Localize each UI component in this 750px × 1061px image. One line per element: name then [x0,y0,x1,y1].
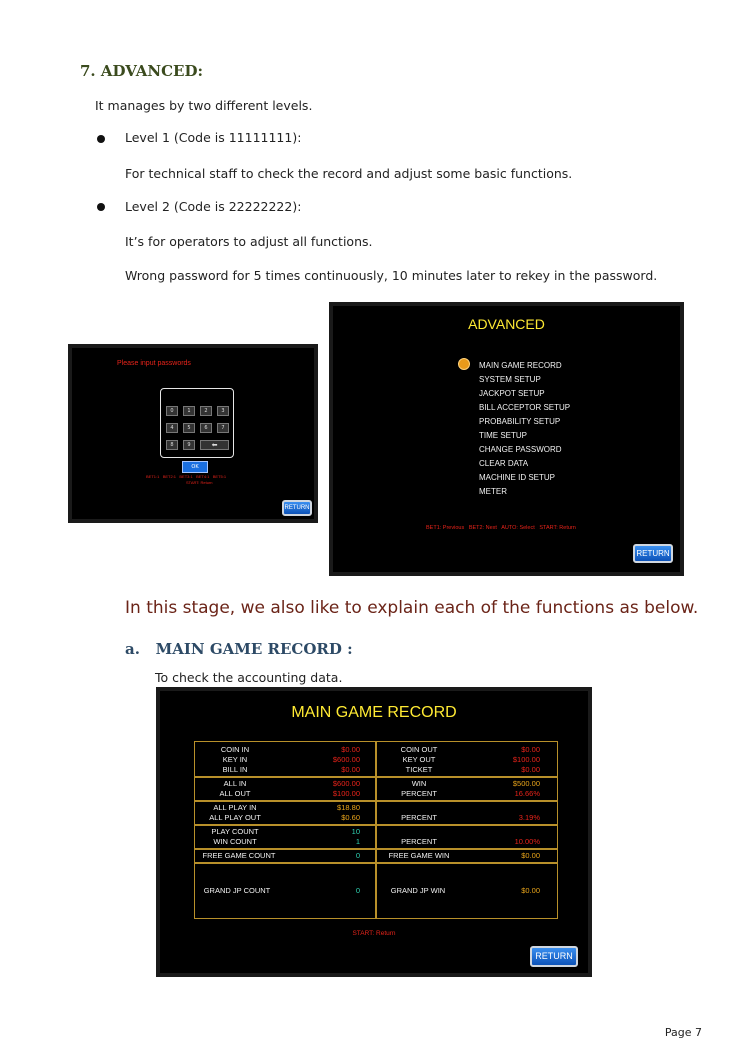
key-6[interactable]: 6 [200,423,212,433]
key-0[interactable]: 0 [166,406,178,416]
label-free-game-count: FREE GAME COUNT [202,851,276,860]
label-grand-jp-count: GRAND JP COUNT [203,886,271,895]
key-2[interactable]: 2 [200,406,212,416]
value-win: $500.00 [512,779,540,788]
hint: BET4:1 [196,474,210,479]
backspace-icon[interactable]: ⬅ [200,440,229,450]
value-ticket: $0.00 [521,765,540,774]
menu-item-main-game-record[interactable]: MAIN GAME RECORD [479,361,562,370]
value-free-game-win: $0.00 [521,851,540,860]
mgr-title: MAIN GAME RECORD [291,704,457,721]
start-return: START: Return [186,480,213,485]
value-win-count: 1 [355,837,360,846]
advanced-title: ADVANCED [468,316,545,332]
label-ticket: TICKET [405,765,433,774]
return-button[interactable]: RETURN [282,500,312,516]
advanced-screen [329,302,684,576]
label-percent: PERCENT [401,789,437,798]
advanced-footer [426,525,576,531]
label-percent: PERCENT [401,837,437,846]
menu-item-bill-acceptor-setup[interactable]: BILL ACCEPTOR SETUP [479,403,571,412]
value-coin-in: $0.00 [341,745,360,754]
footer-hint: BET1: Previous [426,525,465,531]
wrong-password-note: Wrong password for 5 times continuously, 10 minutes later to rekey in the password. [125,268,658,283]
menu-item-change-password[interactable]: CHANGE PASSWORD [479,445,562,454]
value-all-in: $600.00 [332,779,360,788]
menu-item-time-setup[interactable]: TIME SETUP [479,431,528,440]
section-heading: 7. ADVANCED: [80,62,204,80]
footer-hint: AUTO: Select [501,525,535,531]
intro-text: It manages by two different levels. [95,98,313,113]
label-coin-in: COIN IN [220,745,250,754]
label-coin-out: COIN OUT [400,745,438,754]
label-win-count: WIN COUNT [213,837,257,846]
return-button[interactable]: RETURN [633,544,673,563]
password-hints [146,474,226,479]
label-all-out: ALL OUT [219,789,251,798]
key-4[interactable]: 4 [166,423,178,433]
value-bill-in: $0.00 [341,765,360,774]
value-all-play-out: $0.60 [341,813,360,822]
page-number: Page 7 [664,1026,702,1039]
label-all-play-out: ALL PLAY OUT [209,813,261,822]
footer-hint: START: Return [539,525,576,531]
key-1[interactable]: 1 [183,406,195,416]
value-key-in: $600.00 [332,755,360,764]
label-key-out: KEY OUT [402,755,436,764]
selector-icon [458,358,470,370]
menu-item-system-setup[interactable]: SYSTEM SETUP [479,375,541,384]
section-a-desc: To check the accounting data. [155,670,343,685]
ok-button[interactable]: OK [182,461,208,473]
value-key-out: $100.00 [512,755,540,764]
value-grand-jp-win: $0.00 [521,886,540,895]
label-grand-jp-win: GRAND JP WIN [390,886,446,895]
key-9[interactable]: 9 [183,440,195,450]
level2-desc: It’s for operators to adjust all functions. [125,234,373,249]
start-return: START: Return [352,930,396,937]
label-free-game-win: FREE GAME WIN [388,851,450,860]
label-all-in: ALL IN [223,779,247,788]
value-percent: 16.66% [514,789,540,798]
menu-item-machine-id-setup[interactable]: MACHINE ID SETUP [479,473,556,482]
menu-item-meter[interactable]: METER [479,487,507,496]
label-all-play-in: ALL PLAY IN [213,803,257,812]
key-8[interactable]: 8 [166,440,178,450]
value-percent: 3.19% [518,813,540,822]
menu-item-probability-setup[interactable]: PROBABILITY SETUP [479,417,561,426]
value-play-count: 10 [351,827,360,836]
label-play-count: PLAY COUNT [211,827,259,836]
hint: BET2:1 [162,474,177,479]
hint: BET1:1 [146,474,160,479]
level1-desc: For technical staff to check the record and adjust some basic functions. [125,166,573,181]
value-grand-jp-count: 0 [355,886,360,895]
menu-item-jackpot-setup[interactable]: JACKPOT SETUP [479,389,545,398]
label-win: WIN [411,779,427,788]
label-bill-in: BILL IN [222,765,248,774]
password-screen [68,344,318,523]
value-percent: 10.00% [514,837,540,846]
level1-title: Level 1 (Code is 11111111): [125,130,302,145]
section-a-label: a. [125,640,140,658]
level2-title: Level 2 (Code is 22222222): [125,199,302,214]
label-key-in: KEY IN [222,755,248,764]
main-game-record-screen [156,687,592,977]
key-5[interactable]: 5 [183,423,195,433]
hint: BET3:1 [179,474,193,479]
hint: BET5:1 [212,474,227,479]
footer-hint: BET2: Next [468,525,497,531]
return-button[interactable]: RETURN [530,946,578,967]
menu-item-clear-data[interactable]: CLEAR DATA [479,459,529,468]
value-free-game-count: 0 [355,851,360,860]
label-percent: PERCENT [401,813,437,822]
key-3[interactable]: 3 [217,406,229,416]
bullet-icon [97,135,105,143]
value-all-out: $100.00 [332,789,360,798]
stage-text: In this stage, we also like to explain each of the functions as below. [125,598,699,618]
bullet-icon [97,203,105,211]
section-a-heading [125,640,353,658]
section-a-title: MAIN GAME RECORD : [155,640,353,658]
password-prompt: Please input passwords [117,360,191,367]
key-7[interactable]: 7 [217,423,229,433]
keypad [160,388,234,458]
value-all-play-in: $18.80 [337,803,360,812]
value-coin-out: $0.00 [521,745,540,754]
